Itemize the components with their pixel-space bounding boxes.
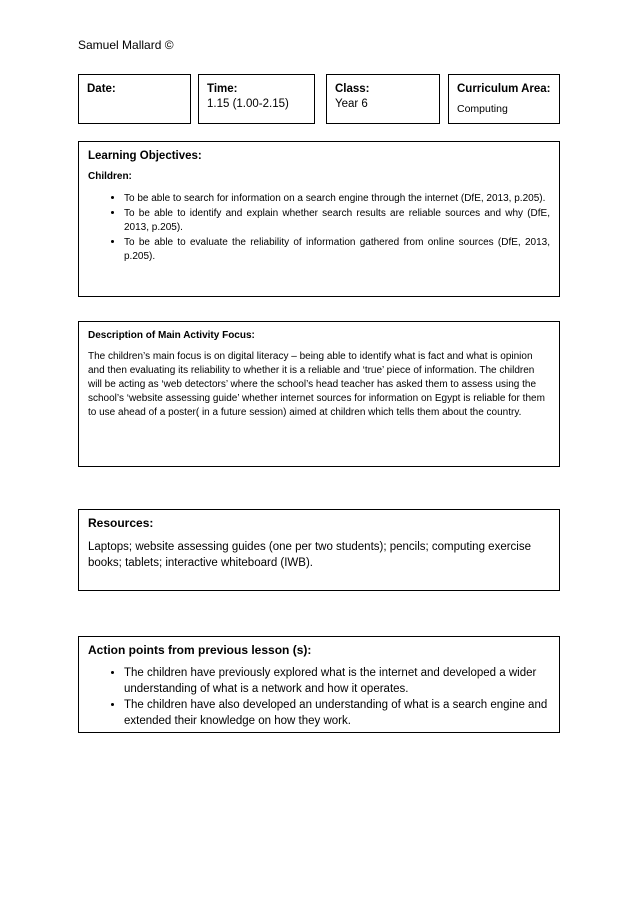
time-label: Time:: [207, 83, 238, 95]
time-value: 1.15 (1.00-2.15): [207, 98, 289, 110]
curriculum-label: Curriculum Area:: [457, 83, 551, 95]
author-credit: Samuel Mallard ©: [78, 38, 174, 52]
action-points-box: [78, 636, 560, 733]
main-activity-title: Description of Main Activity Focus:: [88, 330, 255, 341]
time-box: [198, 74, 315, 124]
list-item: • The children have also developed an understanding of what is a search engine and extended their knowledge on how they work.: [124, 697, 550, 729]
curriculum-box: [448, 74, 560, 124]
class-label: Class:: [335, 83, 370, 95]
resources-title: Resources:: [88, 516, 154, 530]
list-item: • To be able to search for information on a search engine through the internet (DfE, 2013, p.205).: [124, 191, 550, 206]
learning-objectives-subtitle: Children:: [88, 171, 132, 182]
list-item: • The children have previously explored what is the internet and developed a wider understanding of what is a network and how it operates.: [124, 665, 550, 697]
main-activity-box: [78, 321, 560, 467]
resources-box: [78, 509, 560, 591]
list-item: • To be able to evaluate the reliability of information gathered from online sources (DfE, 2013, p.205).: [124, 235, 550, 264]
learning-objectives-title: Learning Objectives:: [88, 150, 202, 162]
date-box: [78, 74, 191, 124]
class-value: Year 6: [335, 98, 368, 110]
learning-objectives-list: [88, 191, 550, 264]
action-points-title: Action points from previous lesson (s):: [88, 643, 312, 657]
resources-text: Laptops; website assessing guides (one per two students); pencils; computing exercise books; tablets; interactive whiteboard (IWB).: [88, 541, 531, 569]
action-points-list: [88, 665, 550, 729]
curriculum-value: Computing: [457, 103, 508, 115]
date-label: Date:: [87, 83, 116, 95]
class-box: [326, 74, 440, 124]
learning-objectives-box: [78, 141, 560, 297]
main-activity-text: The children’s main focus is on digital literacy – being able to identify what is fact and what is opinion and then evaluating its reliability to whether it is a reliable and ‘true’ piece of information. The children will be acting as ‘web detectors’ where the school’s head teacher has asked them to assess using the school’s ‘website assessing guide’ whether internet sources for information on Egypt is reliable for them to use ahead of a poster( in a future session) aimed at children which tells them about the country.: [88, 351, 545, 418]
list-item: • To be able to identify and explain whether search results are reliable sources and why (DfE, 2013, p.205).: [124, 206, 550, 235]
